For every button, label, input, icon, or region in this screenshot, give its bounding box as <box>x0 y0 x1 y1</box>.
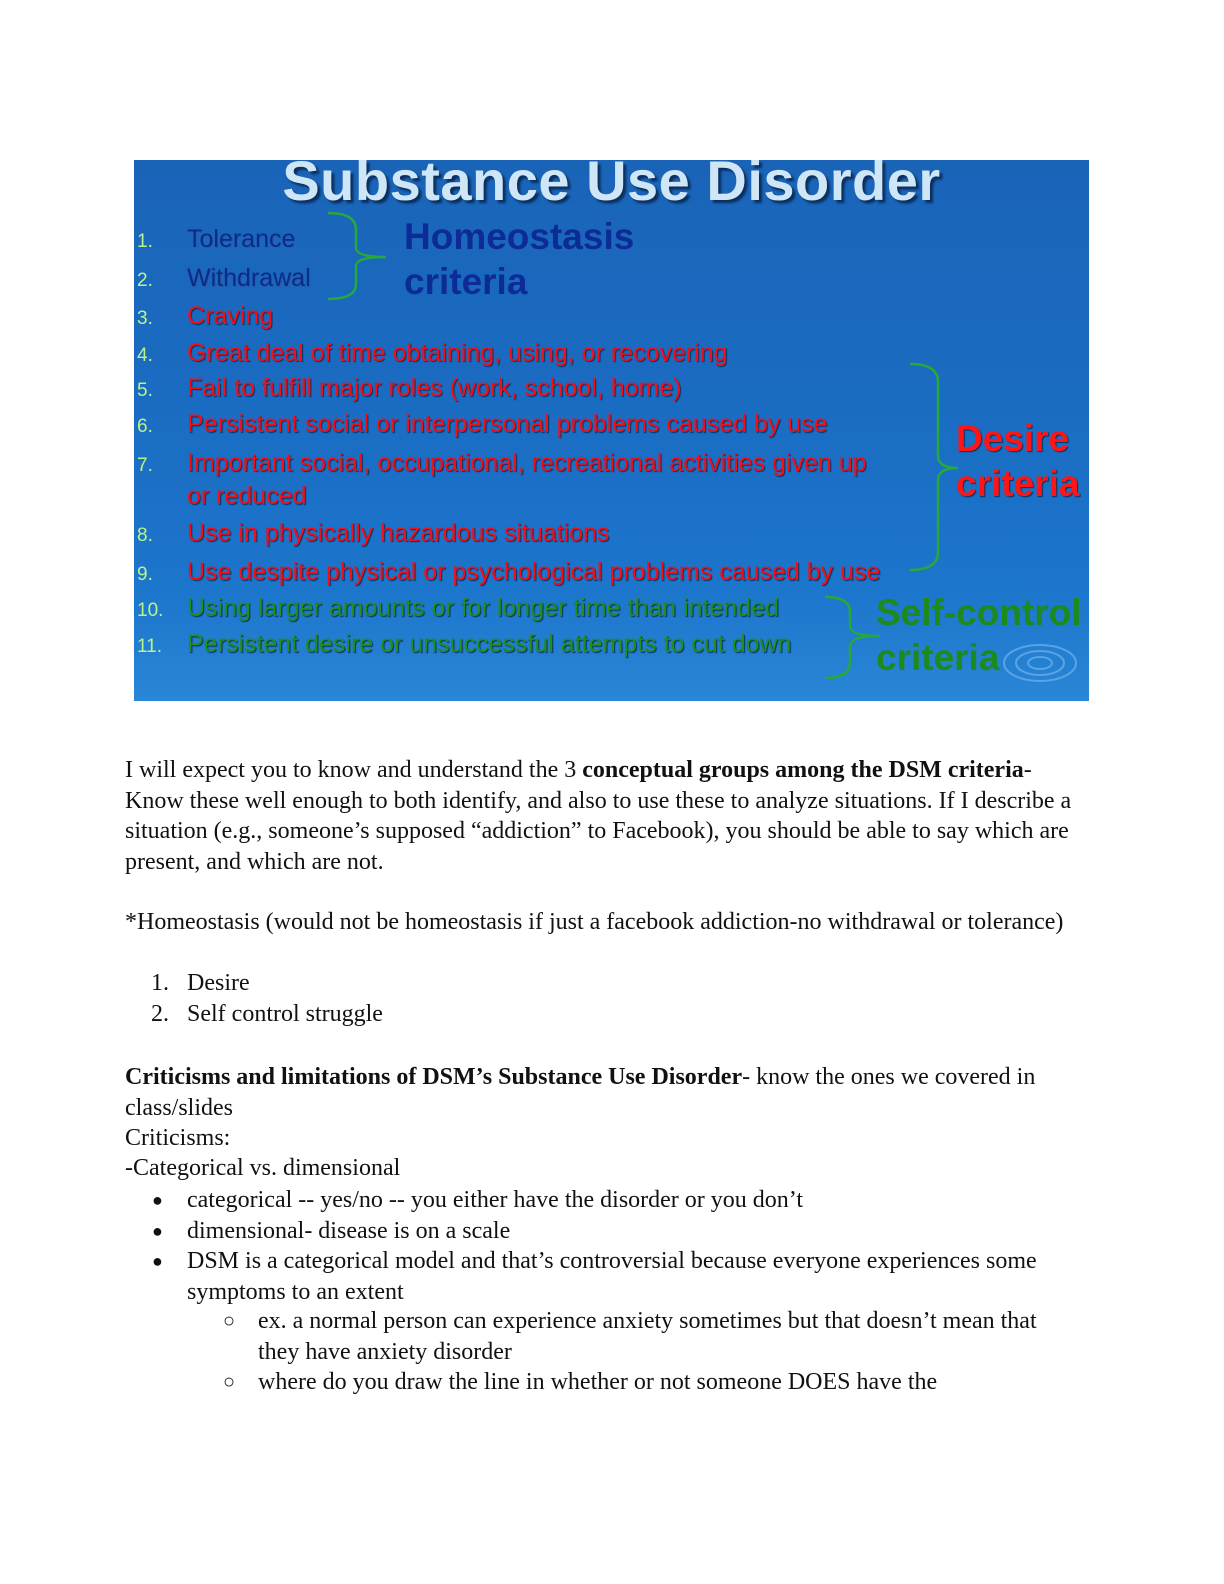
self-control-group-label: Self-control criteria <box>876 592 1082 678</box>
bullet-list <box>125 1185 1055 1307</box>
sub-bullet-list <box>125 1306 1065 1398</box>
list-item: ● categorical -- yes/no -- you either have the disorder or you don’t <box>125 1185 1055 1216</box>
circle-bullet-icon: ○ <box>223 1371 236 1393</box>
list-item: ● dimensional- disease is on a scale <box>125 1216 1055 1247</box>
slide-title: Substance Use Disorder <box>282 160 941 212</box>
desire-group-label: Desire criteria <box>956 418 1080 504</box>
bullet-icon: ● <box>152 1190 163 1210</box>
list-item: ○ where do you draw the line in whether or not someone DOES have the <box>125 1367 1065 1398</box>
list-item: 1. Desire <box>151 970 250 996</box>
homeostasis-brace <box>328 213 386 299</box>
list-item: ○ ex. a normal person can experience anxiety sometimes but that doesn’t mean that they have anxiety disorder <box>223 1308 1037 1365</box>
slide-image: Substance Use Disorder 1. Tolerance 2. Withdrawal 3. Craving 4. Great deal of time obtaining, using, or recovering 5. Fail to fulfill major roles (work, school, home) 6. Persistent social or interpersonal problems caused by use 7. Important social, occupational, recreational activities given up or reduced 8. Use in physically hazardous situations 9. Use despite physical or psychological problems caused by use 10. Using larger amounts or for longer time than intended 11. Persistent desire or unsuccessful attempts to cut down Homeostasis criteria Desire criteria Self-control criteria <box>134 160 1089 701</box>
homeostasis-group-label: Homeostasis criteria <box>404 216 635 302</box>
bullet-icon: ● <box>152 1220 163 1241</box>
criticisms-subheading: -Categorical vs. dimensional <box>125 1155 401 1181</box>
intro-paragraph: I will expect you to know and understand the 3 conceptual groups among the DSM criteria- Know these well enough to both identify, and also to use these to analyze situations. If I describe a situation (e.g., someone’s supposed “addiction” to Facebook), you should be able to say which are present, and which are not. <box>125 757 1072 875</box>
criticisms-heading: Criticisms and limitations of DSM’s Substance Use Disorder- know the ones we covered in class/slides <box>125 1064 1036 1121</box>
bullet-icon: ● <box>152 1251 163 1271</box>
self-control-brace <box>825 597 880 678</box>
criticisms-label: Criticisms: <box>125 1125 231 1151</box>
desire-brace <box>910 364 958 570</box>
numbered-list <box>125 968 1085 1029</box>
circle-bullet-icon: ○ <box>223 1310 236 1332</box>
list-item: 2. Self control struggle <box>151 1000 383 1027</box>
list-item: ● DSM is a categorical model and that’s controversial because everyone experiences some symptoms to an extent <box>152 1248 1037 1305</box>
homeostasis-note: *Homeostasis (would not be homeostasis if just a facebook addiction-no withdrawal or tolerance) <box>125 909 1064 935</box>
